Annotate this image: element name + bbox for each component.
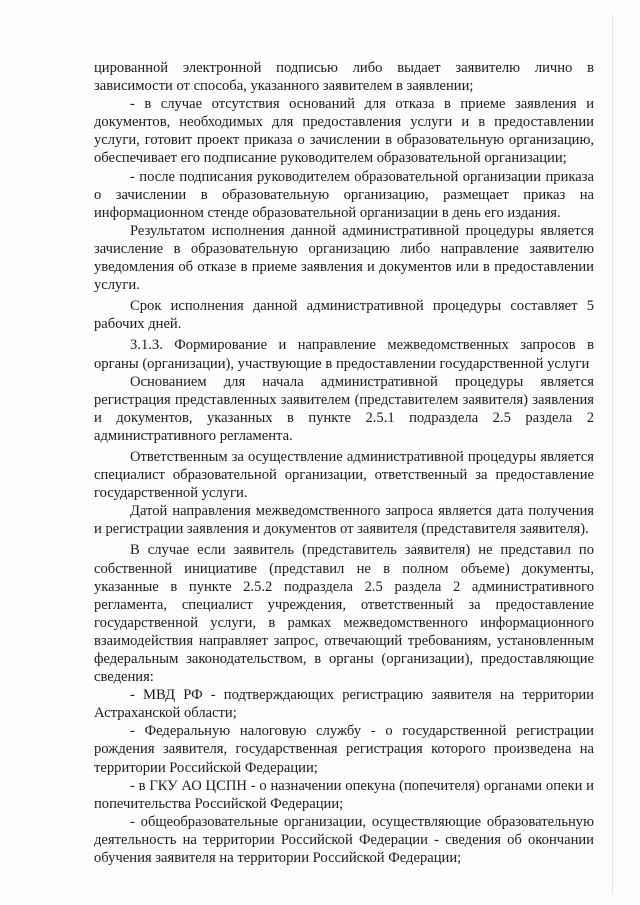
paragraph-4: Результатом исполнения данной административной процедуры является зачисление в образовательную организацию либо направление заявителю уведомления об отказе в приеме заявления и документов или в предоставлении услуги. xyxy=(94,222,594,294)
document-text xyxy=(94,59,594,867)
scan-edge-line xyxy=(612,14,613,894)
list-item-mvd: - МВД РФ - подтверждающих регистрацию заявителя на территории Астраханской области; xyxy=(94,687,594,722)
paragraph-2: - в случае отсутствия оснований для отказа в приеме заявления и документов, необходимых для предоставления услуги и в предоставлении услуги, готовит проект приказа о зачислении в образовательную организацию, обеспечивает его подписание руководителем образовательной организации; xyxy=(94,96,594,167)
paragraph-9: Датой направления межведомственного запроса является дата получения и регистрации заявления и документов от заявителя (представителя заявителя). xyxy=(94,503,594,538)
paragraph-3: - после подписания руководителем образовательной организации приказа о зачислении в образовательную организацию, размещает приказ на информационном стенде образовательной организации в день его издания. xyxy=(94,168,594,221)
paragraph-1: цированной электронной подписью либо выдает заявителю лично в зависимости от способа, указанного заявителем в заявлении; xyxy=(94,60,594,95)
paragraph-7: Основанием для начала административной процедуры является регистрация представленных заявителем (представителем заявителя) заявления и документов, указанных в пункте 2.5.1 подраздела 2.5 раздела 2 административного регламента. xyxy=(94,373,594,444)
list-item-tax-service: - Федеральную налоговую службу - о государственной регистрации рождения заявителя, государственная регистрация которого произведена на территории Российской Федерации; xyxy=(94,723,594,776)
list-item-schools: - общеобразовательные организации, осуществляющие образовательную деятельность на территории Российской Федерации - сведения об окончании обучения заявителя на территории Российской Федерации; xyxy=(94,813,594,867)
paragraph-10: В случае если заявитель (представитель заявителя) не представил по собственной инициативе (представил не в полном объеме) документы, указанные в пункте 2.5.2 подраздела 2.5 раздела 2 административного регламента, специалист учреждения, ответственный за предоставление государственной услуги, в рамках межведомственного информационного взаимодействия направляет запрос, отвечающий требованиям, установленным федеральным законодательством, в органы (организации), предоставляющие сведения: xyxy=(94,542,594,686)
paragraph-8: Ответственным за осуществление административной процедуры является специалист образовательной организации, ответственный за предоставление государственной услуги. xyxy=(94,448,594,502)
paragraph-5: Срок исполнения данной административной процедуры составляет 5 рабочих дней. xyxy=(94,298,594,333)
list-item-gku-ao-cspn: - в ГКУ АО ЦСПН - о назначении опекуна (попечителя) органами опеки и попечительства Российской Федерации; xyxy=(94,777,594,812)
section-heading-3-1-3: 3.1.3. Формирование и направление межведомственных запросов в органы (организации), участвующие в предоставлении государственной услуги xyxy=(94,337,594,372)
